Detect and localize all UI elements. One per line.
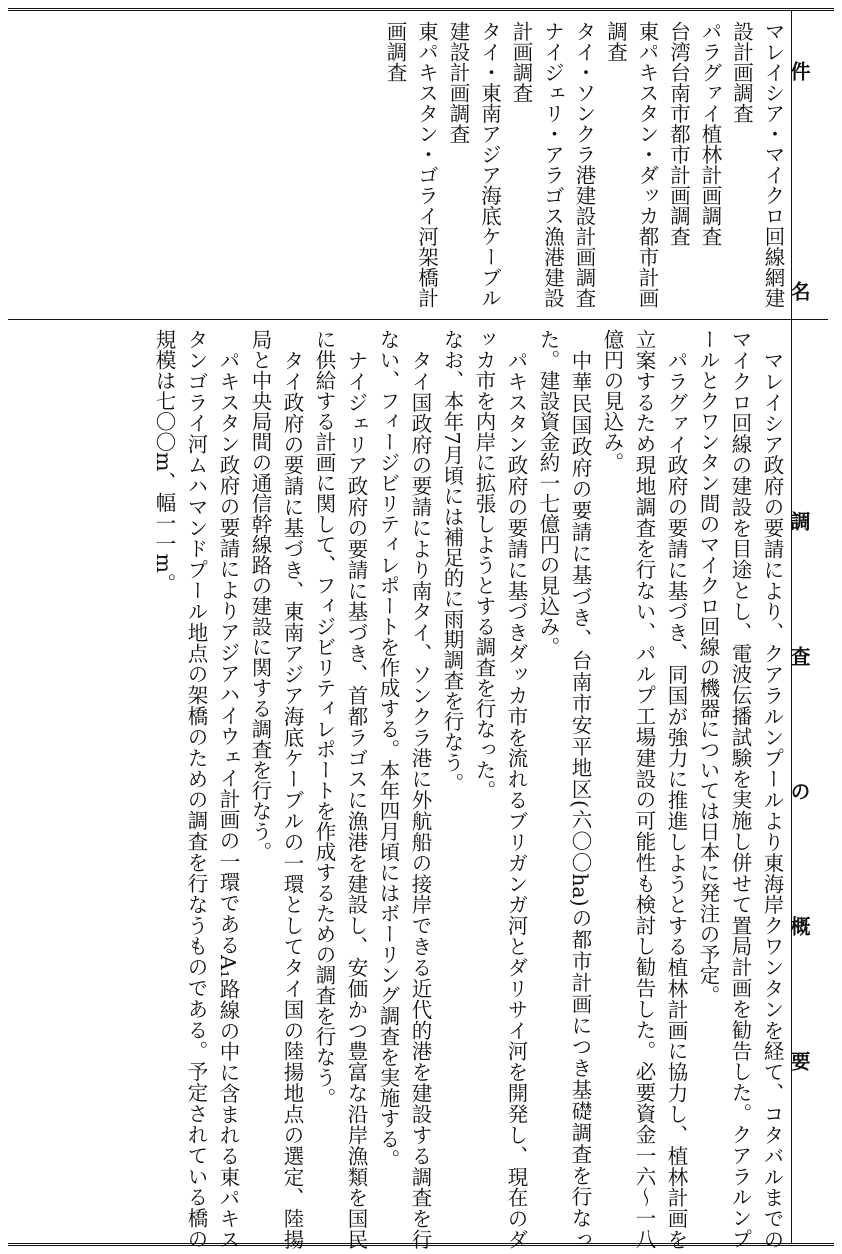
- header-name-label: 件名: [787, 61, 811, 301]
- summary-paragraph: なお、本年7月頃には補足的に雨期調査を行なう。: [440, 329, 464, 794]
- project-title: ナイジェリ・アラゴス漁港建設計画調査: [509, 21, 565, 308]
- header-column: [787, 11, 828, 1243]
- project-title: 東パキスタン・ゴライ河架橋計画調査: [383, 21, 439, 308]
- summary-paragraph: 中華民国政府の要請に基づき、台南市安平地区(六〇〇ha)の都市計画につき基礎調査を行なった。建設資金約一七億円の見込み。: [536, 329, 592, 1249]
- project-title: タイ・ソンクラ港建設計画調査: [572, 21, 596, 308]
- header-summary-label: 調査の概要: [787, 511, 811, 1071]
- summary-paragraph: パラグァイ政府の要請に基づき、同国が強力に推進しようとする植林計画に協力し、植林計画を立案するため現地調査を行ない、パルプ工場建設の可能性も検討し勧告した。必要資金一六～一八億円の見込み。: [600, 329, 688, 1250]
- summary-paragraph: パキスタン政府の要請に基づきダッカ市を流れるブリガンガ河とダリサイ河を開発し、現在のダッカ市を内岸に拡張しようとする調査を行なった。: [472, 329, 528, 1250]
- project-title: 台湾台南市都市計画調査: [666, 21, 691, 247]
- summary-paragraph: マレイシア政府の要請により、クアラルンプールより東海岸クワンタンを経て、コタバルまでのマイクロ回線の建設を目途とし、電波伝播試験を実施し併せて置局計画を勧告した。クアラルンプールとクワンタン間のマイクロ回線の機器については日本に発注の予定。: [696, 329, 784, 1250]
- project-title: マレイシア・マイクロ回線網建設計画調査: [729, 21, 785, 308]
- project-summaries: [18, 329, 788, 1249]
- project-title: 東パキスタン・ダッカ都市計画調査: [603, 21, 659, 308]
- summary-paragraph: パキスタン政府の要請によりアジアハイウェイ計画の一環であるA₁路線の中に含まれる東パキスタンゴライ河ムハマンドプール地点の架橋のための調査を行なうものである。予定されている橋の規模は七〇〇m、幅一一m。: [152, 329, 240, 1249]
- summary-paragraph: タイ政府の要請に基づき、東南アジア海底ケーブルの一環としてタイ国の陸揚地点の選定、陸揚局と中央局間の通信幹線路の建設に関する調査を行なう。: [248, 329, 304, 1250]
- project-title: パラグァイ植林計画調査: [698, 21, 722, 247]
- summary-paragraph: タイ国政府の要請により南タイ、ソンクラ港に外航船の接岸できる近代的港を建設する調査を行ない、フィージビリティレポートを作成する。本年四月頃にはボーリング調査を実施する。: [376, 329, 432, 1250]
- project-title: タイ・東南アジア海底ケーブル建設計画調査: [446, 21, 502, 308]
- table-frame: [8, 8, 834, 1250]
- project-titles: [68, 21, 788, 311]
- row-divider: [8, 319, 828, 320]
- summary-paragraph: ナイジェリア政府の要請に基づき、首都ラゴスに漁港を建設し、安価かつ豊富な沿岸漁類を国民に供給する計画に関して、フィジビリティレポートを作成するための調査を行なう。: [312, 329, 368, 1249]
